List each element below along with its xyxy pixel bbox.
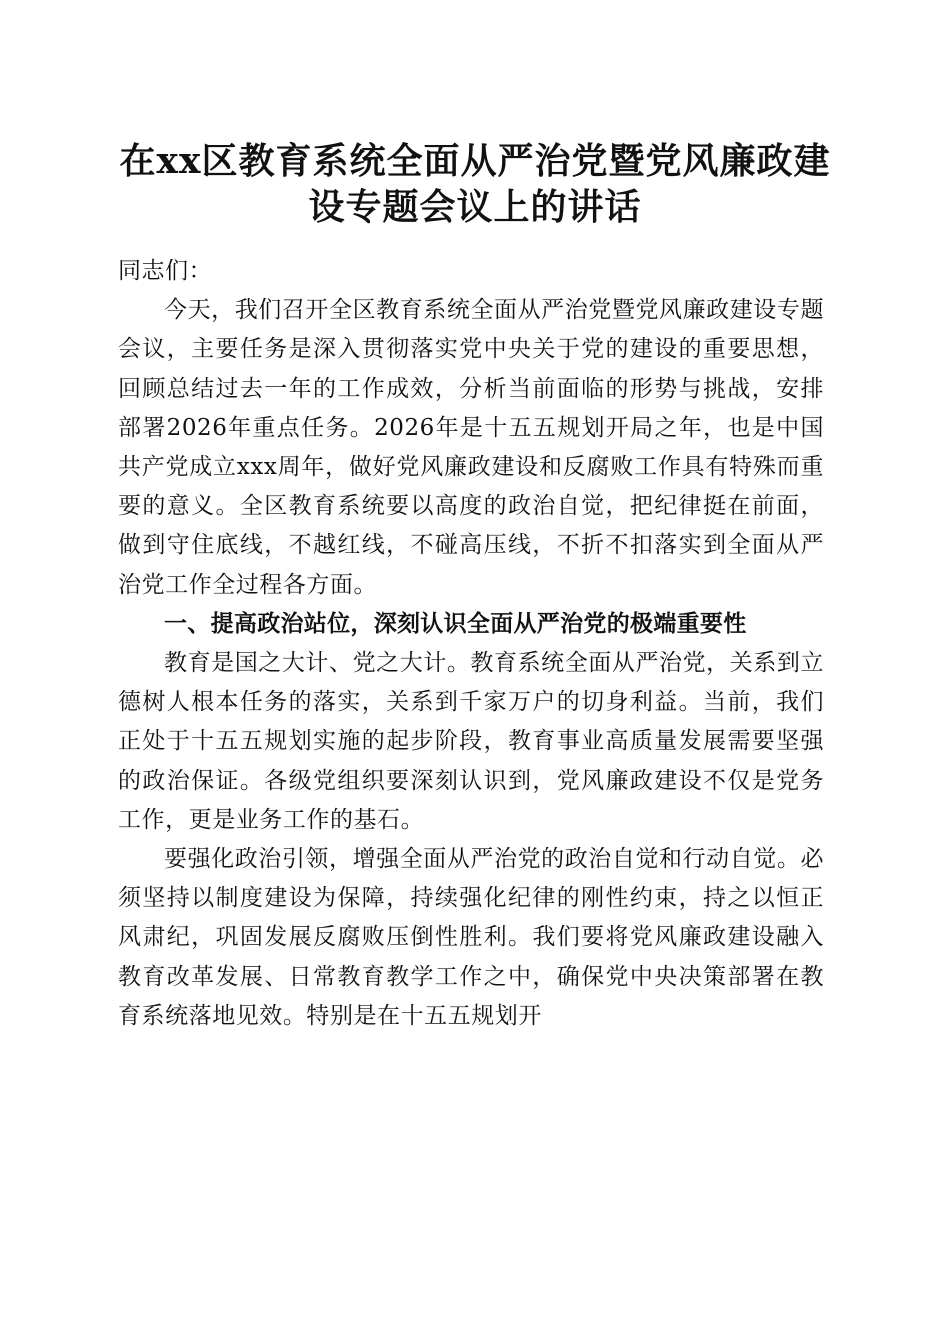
- speech-body: [118, 252, 824, 1036]
- speech-title-line-2: 设专题会议上的讲话: [308, 186, 642, 228]
- speech-title-line-1: 在xx区教育系统全面从严治党暨党风廉政建: [119, 140, 831, 182]
- opening-paragraph: 今天，我们召开全区教育系统全面从严治党暨党风廉政建设专题会议，主要任务是深入贯彻落实党中央关于党的建设的重要思想，回顾总结过去一年的工作成效，分析当前面临的形势与挑战，安排部署2026年重点任务。2026年是十五五规划开局之年，也是中国共产党成立xxx周年，做好党风廉政建设和反腐败工作具有特殊而重要的意义。全区教育系统要以高度的政治自觉，把纪律挺在前面，做到守住底线，不越红线，不碰高压线，不折不扣落实到全面从严治党工作全过程各方面。: [118, 297, 824, 598]
- section-1-heading: 一、提高政治站位，深刻认识全面从严治党的极端重要性: [164, 610, 747, 637]
- salutation: 同志们：: [118, 258, 213, 284]
- section-1-paragraph-2: 要强化政治引领，增强全面从严治党的政治自觉和行动自觉。必须坚持以制度建设为保障，持续强化纪律的刚性约束，持之以恒正风肃纪，巩固发展反腐败压倒性胜利。我们要将党风廉政建设融入教育改革发展、日常教育教学工作之中，确保党中央决策部署在教育系统落地见效。特别是在十五五规划开: [118, 846, 824, 1029]
- section-1-paragraph-1: 教育是国之大计、党之大计。教育系统全面从严治党，关系到立德树人根本任务的落实，关系到千家万户的切身利益。当前，我们正处于十五五规划实施的起步阶段，教育事业高质量发展需要坚强的政治保证。各级党组织要深刻认识到，党风廉政建设不仅是党务工作，更是业务工作的基石。: [118, 650, 824, 833]
- speech-title: [110, 138, 840, 230]
